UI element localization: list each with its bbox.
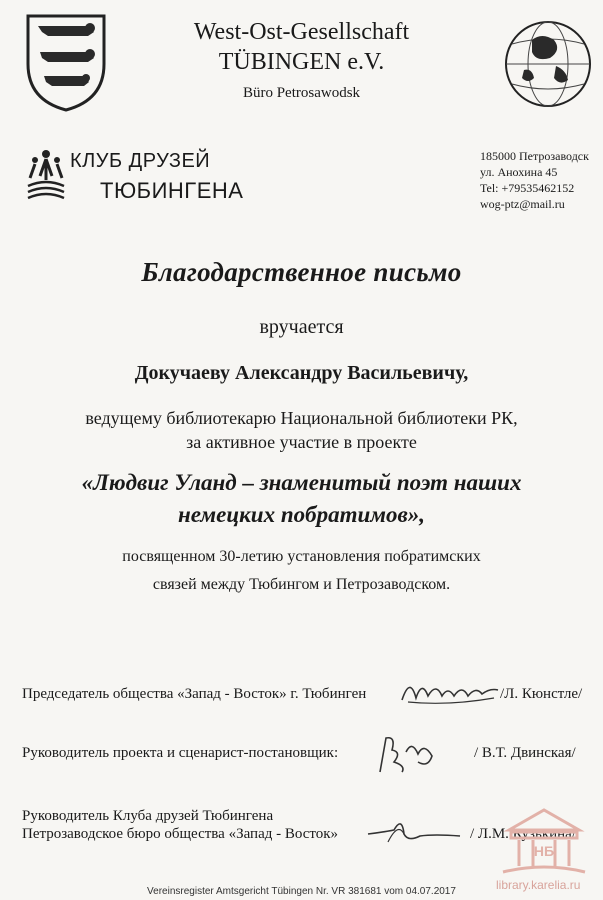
club-lead-name: / Л.М. Кузькина/: [470, 826, 576, 842]
chair-signature-icon: [398, 672, 502, 708]
club-lead-role-line1: Руководитель Клуба друзей Тюбингена: [22, 808, 274, 824]
club-name-line1: КЛУБ ДРУЗЕЙ: [70, 150, 211, 172]
dedication-line1: посвященном 30-летию установления побратимских: [122, 548, 481, 565]
recipient-position: ведущему библиотекарю Национальной библиотеки РК,: [85, 408, 518, 428]
organization-name: West-Ost-Gesellschaft: [193, 19, 410, 45]
project-title-line1: «Людвиг Уланд – знаменитый поэт наших: [81, 470, 522, 495]
dedication-line2: связей между Тюбингом и Петрозаводском.: [152, 576, 451, 593]
organization-city: TÜBINGEN e.V.: [218, 49, 385, 75]
address-postcode: 185000 Петрозаводск: [480, 149, 589, 163]
project-lead-name: / В.Т. Двинская/: [474, 745, 576, 761]
address-email: wog-ptz@mail.ru: [480, 197, 565, 211]
chair-name: /Л. Кюнстле/: [500, 686, 583, 702]
project-title-line2: немецких побратимов»,: [177, 502, 426, 527]
club-lead-role-line2: Петрозаводское бюро общества «Запад - Восток»: [22, 826, 339, 842]
award-reason: за активное участие в проекте: [186, 432, 417, 452]
globe-icon: [502, 14, 594, 114]
awarded-text: вручается: [259, 316, 344, 338]
project-lead-role: Руководитель проекта и сценарист-постановщик:: [22, 745, 339, 761]
project-lead-signature-icon: [372, 732, 442, 780]
letter-heading: Благодарственное письмо: [141, 257, 462, 287]
svg-text:НБ: НБ: [533, 843, 555, 859]
club-lead-signature-icon: [364, 812, 464, 848]
address-street: ул. Анохина 45: [480, 165, 558, 179]
club-name-line2: ТЮБИНГЕНА: [100, 178, 244, 203]
office-name: Büro Petrosawodsk: [242, 85, 361, 101]
chair-role: Председатель общества «Запад - Восток» г. Тюбинген: [22, 686, 367, 702]
address-block: [480, 148, 589, 212]
address-phone: Tel: +79535462152: [480, 181, 575, 195]
club-logo-icon: [26, 146, 66, 202]
watermark-site: library.karelia.ru: [496, 878, 581, 892]
register-info: Vereinsregister Amtsgericht Tübingen Nr. VR 381681 vom 04.07.2017: [147, 886, 456, 897]
recipient-name: Докучаеву Александру Васильевичу,: [134, 362, 469, 384]
